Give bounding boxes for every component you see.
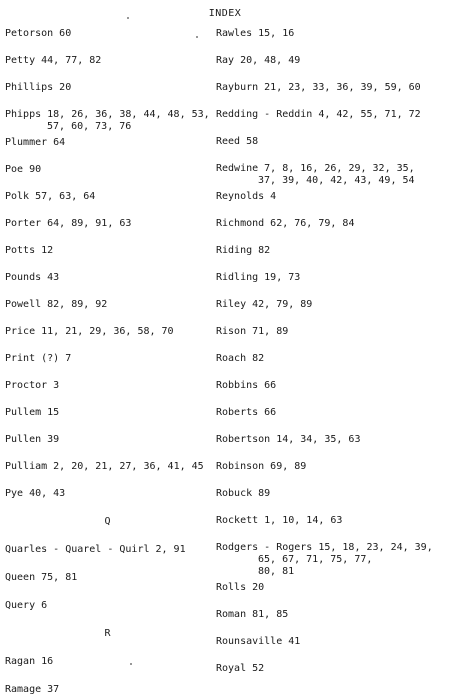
entry-page-numbers: 64 — [53, 137, 66, 148]
index-entry — [5, 326, 210, 338]
entry-page-numbers: 66 — [264, 407, 277, 418]
entry-surname: Redwine — [216, 163, 259, 174]
entry-page-numbers: 14, 34, 35, 63 — [276, 434, 361, 445]
section-letter: Q — [104, 516, 111, 527]
entry-page-numbers-continued: 80, 81 — [258, 566, 295, 577]
index-entry — [5, 299, 210, 311]
entry-page-numbers: 18, 26, 36, 38, 44, 48, 53, — [47, 109, 210, 120]
entry-surname: Polk — [5, 191, 30, 202]
entry-surname: Reed — [216, 136, 241, 147]
entry-surname: Rison — [216, 326, 247, 337]
entry-surname: Porter — [5, 218, 42, 229]
entry-page-numbers: 62, 76, 79, 84 — [270, 218, 355, 229]
index-entry — [5, 109, 210, 133]
entry-page-numbers: 15, 16 — [258, 28, 295, 39]
entry-surname: Pounds — [5, 272, 42, 283]
entry-surname: Riding — [216, 245, 253, 256]
entry-page-numbers: 75, 81 — [41, 572, 78, 583]
entry-surname: Rolls — [216, 582, 247, 593]
index-entry — [5, 461, 210, 473]
entry-surname: Petty — [5, 55, 36, 66]
index-entry — [216, 488, 446, 500]
index-entry — [5, 164, 210, 176]
entry-page-numbers: 71, 89 — [252, 326, 289, 337]
index-entry — [216, 272, 446, 284]
entry-page-numbers: 82, 89, 92 — [47, 299, 108, 310]
entry-page-numbers: 12 — [41, 245, 54, 256]
index-entry — [216, 609, 446, 621]
entry-page-numbers: 69, 89 — [270, 461, 307, 472]
entry-surname: Roman — [216, 609, 247, 620]
index-entry — [216, 82, 446, 94]
entry-page-numbers: 1, 10, 14, 63 — [264, 515, 343, 526]
index-entry — [216, 434, 446, 446]
index-entry — [5, 684, 210, 696]
entry-page-numbers-continued: 65, 67, 71, 75, 77, — [258, 554, 373, 565]
entry-surname: Powell — [5, 299, 42, 310]
entry-surname: Royal — [216, 663, 247, 674]
entry-surname: Petorson — [5, 28, 54, 39]
entry-surname: Rodgers - Rogers — [216, 542, 313, 553]
entry-page-numbers: 44, 77, 82 — [41, 55, 102, 66]
entry-surname: Robbins — [216, 380, 259, 391]
index-entry — [216, 326, 446, 338]
entry-surname: Roberts — [216, 407, 259, 418]
entry-surname: Reynolds — [216, 191, 265, 202]
entry-page-numbers: 3 — [53, 380, 60, 391]
entry-page-numbers: 82 — [252, 353, 265, 364]
entry-surname: Potts — [5, 245, 36, 256]
entry-page-numbers: 41 — [288, 636, 301, 647]
entry-surname: Plummer — [5, 137, 48, 148]
index-entry — [216, 191, 446, 203]
entry-page-numbers: 20 — [252, 582, 265, 593]
entry-page-numbers: 82 — [258, 245, 271, 256]
entry-page-numbers: 58 — [246, 136, 259, 147]
entry-page-numbers: 57, 63, 64 — [35, 191, 96, 202]
entry-surname: Pulliam — [5, 461, 48, 472]
entry-page-numbers-continued: 37, 39, 40, 42, 43, 49, 54 — [258, 175, 415, 186]
entry-page-numbers: 2, 20, 21, 27, 36, 41, 45 — [53, 461, 204, 472]
entry-surname: Robuck — [216, 488, 253, 499]
index-entry — [216, 663, 446, 675]
entry-page-numbers: 15, 18, 23, 24, 39, — [318, 542, 433, 553]
index-entry — [5, 656, 210, 668]
index-entry — [216, 136, 446, 148]
entry-surname: Phillips — [5, 82, 54, 93]
entry-surname: Robinson — [216, 461, 265, 472]
index-entry — [216, 542, 446, 578]
entry-surname: Pullen — [5, 434, 42, 445]
entry-page-numbers: 11, 21, 29, 36, 58, 70 — [41, 326, 174, 337]
entry-surname: Roach — [216, 353, 247, 364]
index-entry — [216, 163, 446, 187]
index-entry — [216, 55, 446, 67]
right-column — [216, 28, 446, 675]
index-entry — [5, 353, 210, 365]
entry-surname: Pullem — [5, 407, 42, 418]
index-entry — [216, 109, 446, 121]
entry-page-numbers: 20 — [59, 82, 72, 93]
entry-surname: Print (?) — [5, 353, 60, 364]
entry-page-numbers: 19, 73 — [264, 272, 301, 283]
entry-page-numbers: 4, 42, 55, 71, 72 — [318, 109, 421, 120]
entry-page-numbers: 6 — [41, 600, 48, 611]
entry-page-numbers: 37 — [47, 684, 60, 695]
entry-surname: Riley — [216, 299, 247, 310]
entry-surname: Rounsaville — [216, 636, 283, 647]
section-letter: R — [104, 628, 111, 639]
index-entry — [5, 407, 210, 419]
entry-surname: Rockett — [216, 515, 259, 526]
entry-surname: Quarles - Quarel - Quirl — [5, 544, 150, 555]
entry-page-numbers: 4 — [270, 191, 277, 202]
index-entry — [216, 299, 446, 311]
page-title: INDEX — [208, 8, 242, 19]
index-entry — [216, 353, 446, 365]
entry-page-numbers: 21, 23, 33, 36, 39, 59, 60 — [264, 82, 421, 93]
entry-surname: Poe — [5, 164, 24, 175]
entry-page-numbers: 16 — [41, 656, 54, 667]
index-entry — [5, 137, 210, 149]
entry-surname: Query — [5, 600, 36, 611]
entry-surname: Proctor — [5, 380, 48, 391]
entry-page-numbers: 39 — [47, 434, 60, 445]
entry-page-numbers: 52 — [252, 663, 265, 674]
entry-page-numbers: 64, 89, 91, 63 — [47, 218, 132, 229]
index-entry — [216, 515, 446, 527]
entry-page-numbers: 15 — [47, 407, 60, 418]
entry-page-numbers: 60 — [59, 28, 72, 39]
entry-surname: Phipps — [5, 109, 42, 120]
entry-page-numbers: 7 — [65, 353, 72, 364]
entry-surname: Rayburn — [216, 82, 259, 93]
index-entry — [216, 461, 446, 473]
index-entry — [216, 245, 446, 257]
entry-surname: Price — [5, 326, 36, 337]
index-entry — [5, 600, 210, 612]
entry-page-numbers: 40, 43 — [29, 488, 66, 499]
entry-page-numbers: 42, 79, 89 — [252, 299, 313, 310]
index-entry — [5, 572, 210, 584]
paper-speck — [130, 663, 132, 665]
entry-page-numbers: 43 — [47, 272, 60, 283]
index-entry — [5, 544, 210, 556]
entry-page-numbers: 2, 91 — [155, 544, 186, 555]
entry-surname: Ray — [216, 55, 235, 66]
index-entry — [5, 55, 210, 67]
index-entry — [5, 434, 210, 446]
index-entry — [5, 380, 210, 392]
index-entry — [216, 380, 446, 392]
entry-surname: Ragan — [5, 656, 36, 667]
index-entry — [5, 28, 210, 40]
index-entry — [216, 407, 446, 419]
index-entry — [5, 272, 210, 284]
index-entry — [5, 82, 210, 94]
entry-surname: Redding - Reddin — [216, 109, 313, 120]
entry-surname: Ramage — [5, 684, 42, 695]
entry-page-numbers: 66 — [264, 380, 277, 391]
left-column — [5, 28, 210, 696]
entry-page-numbers-continued: 57, 60, 73, 76 — [47, 121, 132, 132]
entry-surname: Queen — [5, 572, 36, 583]
entry-page-numbers: 89 — [258, 488, 271, 499]
entry-surname: Robertson — [216, 434, 271, 445]
entry-surname: Rawles — [216, 28, 253, 39]
index-entry — [216, 218, 446, 230]
index-entry — [216, 636, 446, 648]
entry-surname: Pye — [5, 488, 24, 499]
entry-page-numbers: 20, 48, 49 — [240, 55, 301, 66]
index-entry — [5, 218, 210, 230]
index-entry — [5, 245, 210, 257]
index-entry — [5, 191, 210, 203]
index-entry — [5, 488, 210, 500]
entry-surname: Richmond — [216, 218, 265, 229]
paper-speck — [196, 36, 198, 38]
entry-page-numbers: 7, 8, 16, 26, 29, 32, 35, — [264, 163, 415, 174]
entry-page-numbers: 90 — [29, 164, 42, 175]
index-entry — [216, 28, 446, 40]
index-entry — [216, 582, 446, 594]
entry-page-numbers: 81, 85 — [252, 609, 289, 620]
paper-speck — [127, 17, 129, 19]
entry-surname: Ridling — [216, 272, 259, 283]
